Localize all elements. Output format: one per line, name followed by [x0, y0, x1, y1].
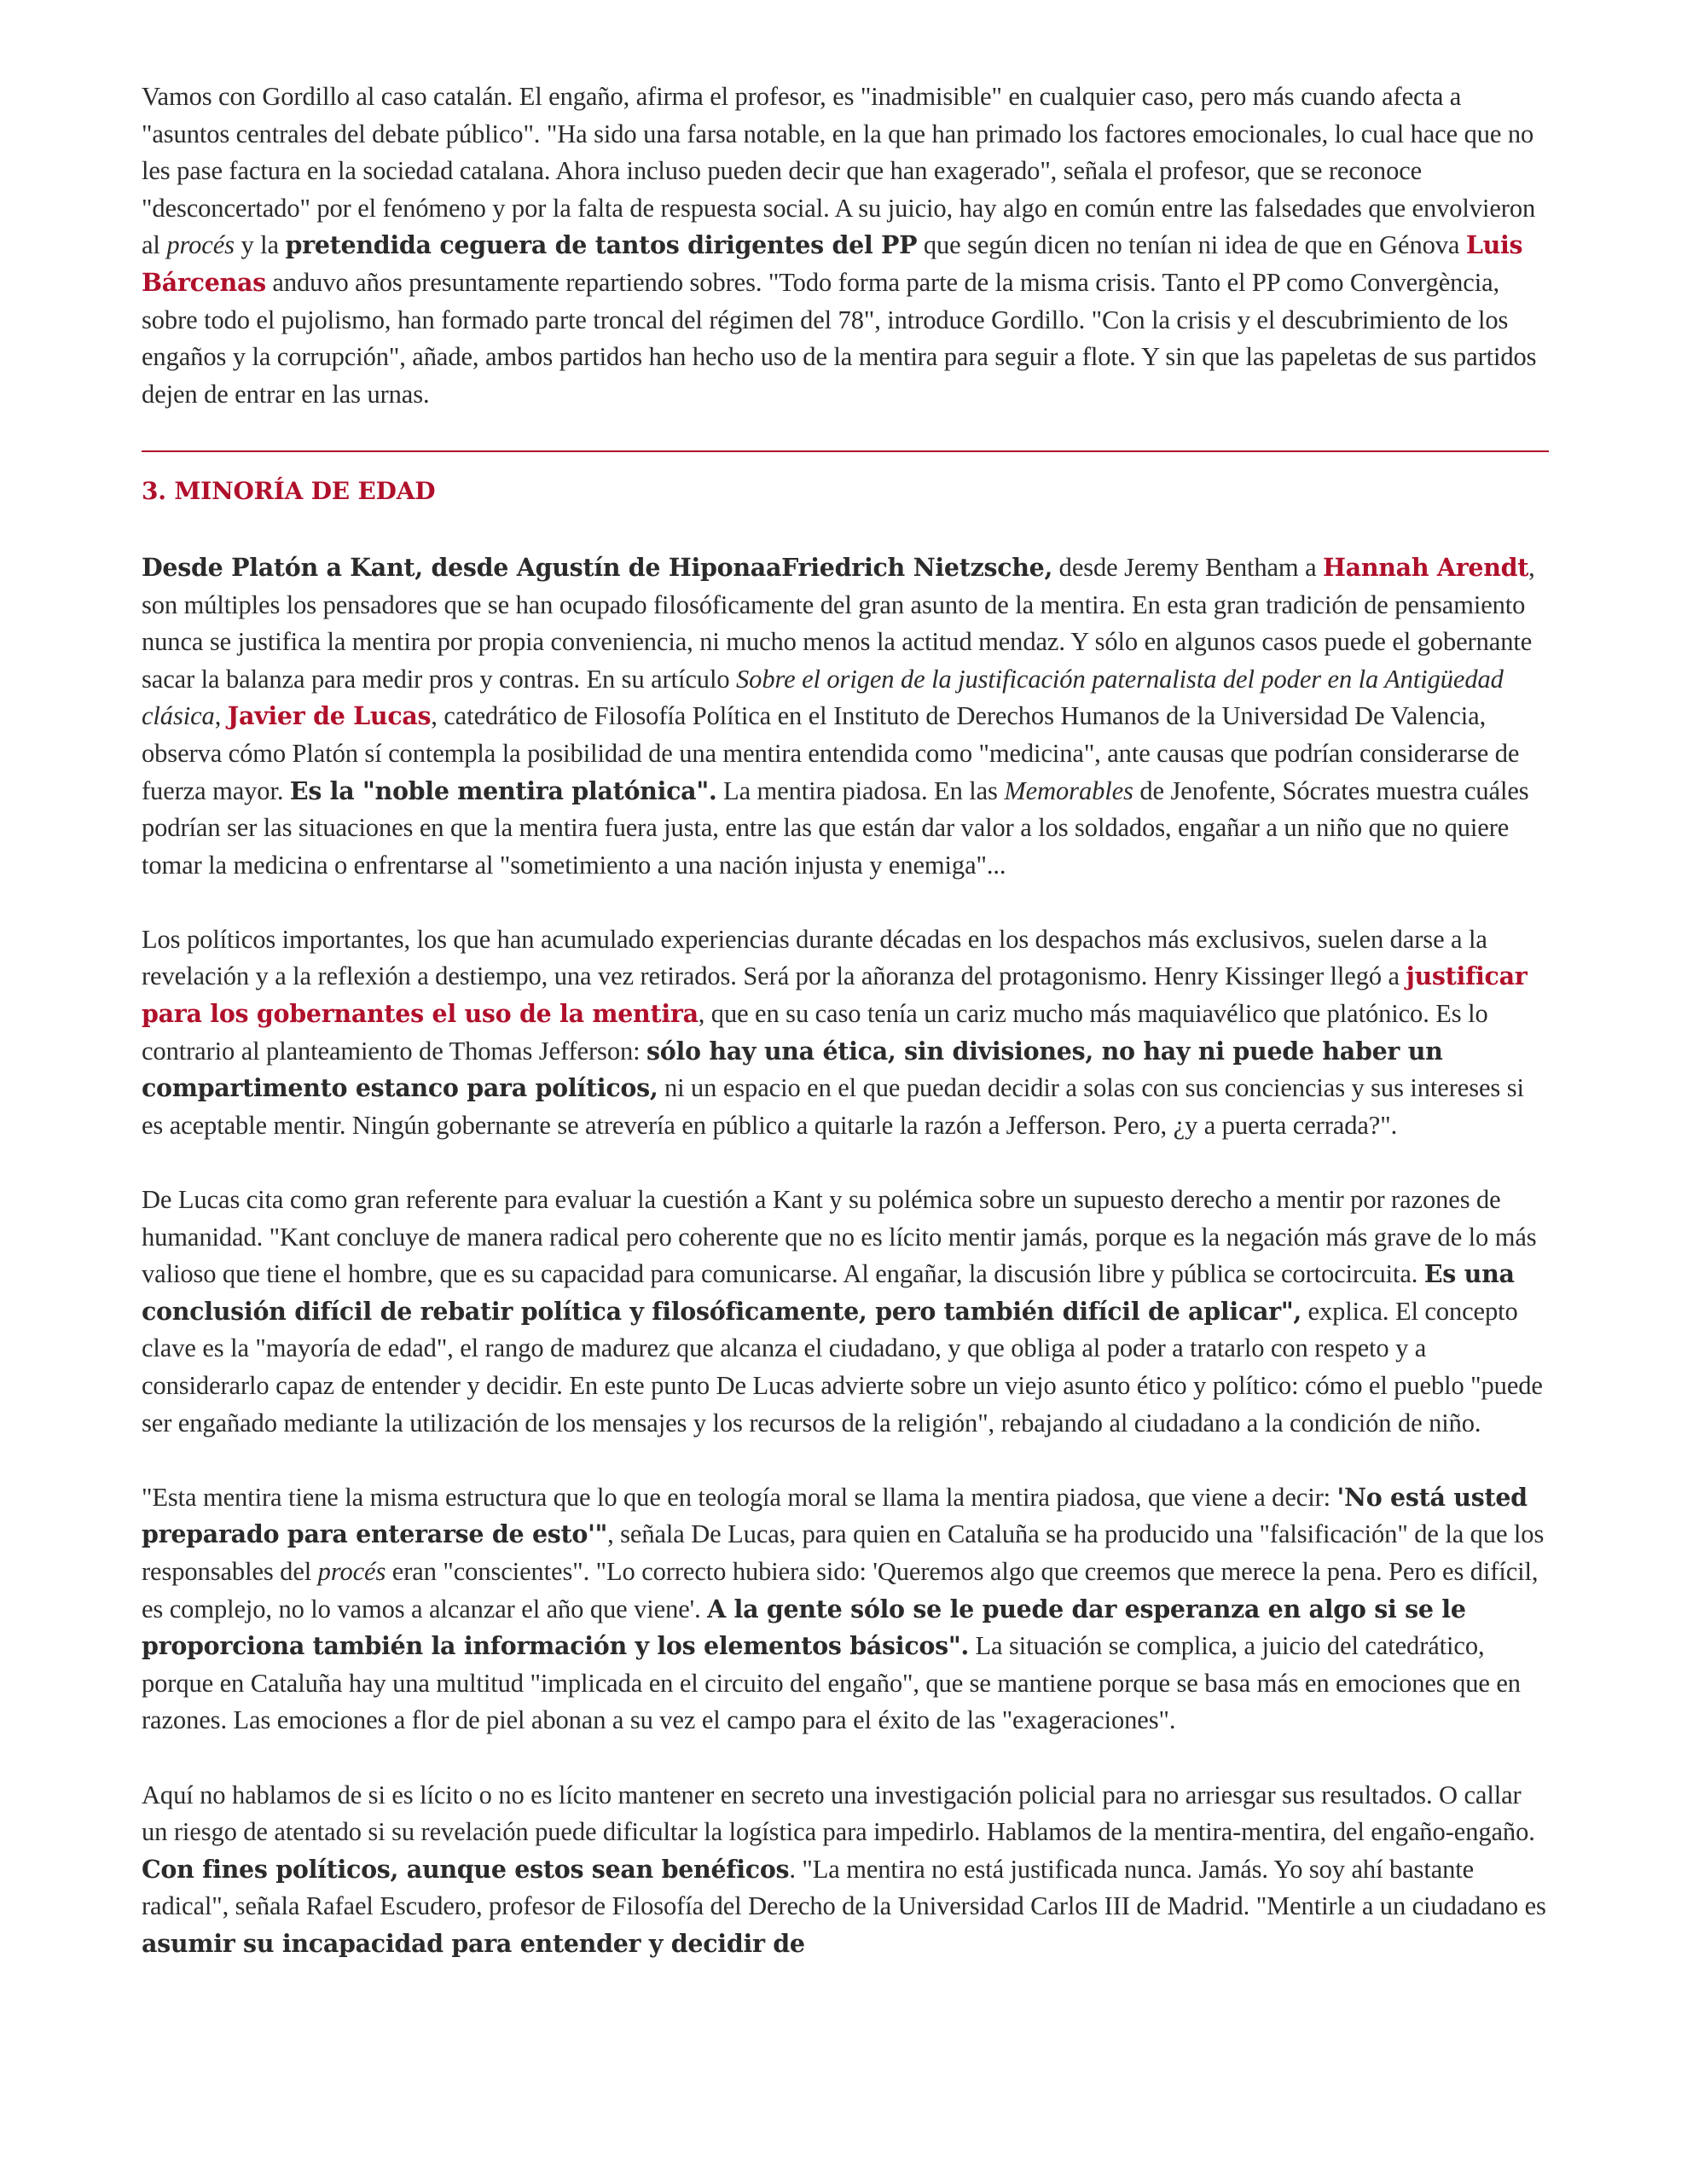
- paragraph-1: [142, 549, 1549, 884]
- body-text: eran "conscientes". "Lo correcto hubiera sido: 'Queremos algo que creemos que merece la pena. Pero es difícil, es complejo, no lo vamos a alcanzar el año que viene'.: [142, 1556, 1539, 1623]
- section-divider: [142, 450, 1549, 452]
- body-text: . "La mentira no está justificada nunca. Jamás. Yo soy ahí bastante radical", señala Rafael Escudero, profesor de Filosofía del Derecho de la Universidad Carlos III de Madrid. "Mentirle a un ciudadano es: [142, 1854, 1546, 1921]
- body-text: Aquí no hablamos de si es lícito o no es lícito mantener en secreto una investigación policial para no arriesgar sus resultados. O callar un riesgo de atentado si su revelación puede dificultar la logística para impedirlo. Hablamos de la mentira-mentira, del engaño-engaño.: [142, 1780, 1535, 1847]
- italic-title: Memorables: [1004, 775, 1133, 805]
- inline-link[interactable]: Javier de Lucas: [227, 701, 432, 731]
- inline-link[interactable]: Hannah Arendt: [1323, 552, 1529, 582]
- italic-title: procés: [166, 230, 235, 260]
- section-heading: 3. MINORÍA DE EDAD: [142, 476, 436, 505]
- italic-title: Sobre el origen de la justificación paternalista del poder en la Antigüedad clásica: [142, 664, 1504, 731]
- body-text: de Jenofente, Sócrates muestra cuáles podrían ser las situaciones en que la mentira fuera justa, entre las que están dar valor a los soldados, engañar a un niño que no quiere tomar la medicina o enfrentarse al "sometimiento a una nación injusta y enemiga"...: [142, 775, 1529, 880]
- paragraph-5: [142, 1777, 1549, 1963]
- body-text: , señala De Lucas, para quien en Cataluña se ha producido una "falsificación" de la que los responsables del: [142, 1519, 1545, 1586]
- body-text: , catedrático de Filosofía Política en el Instituto de Derechos Humanos de la Universidad De Valencia, observa cómo Platón sí contempla la posibilidad de una mentira entendida como "medicina", ante causas que podrían considerarse de fuerza mayor.: [142, 701, 1520, 805]
- body-text: "Esta mentira tiene la misma estructura que lo que en teología moral se llama la mentira piadosa, que viene a decir:: [142, 1482, 1337, 1512]
- bold-emphasis: A la gente sólo se le puede dar esperanza en algo si se le proporciona también la información y los elementos básicos".: [142, 1594, 1466, 1661]
- body-text: De Lucas cita como gran referente para evaluar la cuestión a Kant y su polémica sobre un supuesto derecho a mentir por razones de humanidad. "Kant concluye de manera radical pero coherente que no es lícito mentir jamás, porque es la negación más grave de lo más valioso que tiene el hombre, que es su capacidad para comunicarse. Al engañar, la discusión libre y pública se cortocircuita.: [142, 1185, 1537, 1289]
- bold-emphasis: pretendida ceguera de tantos dirigentes del PP: [285, 230, 918, 260]
- paragraph-4: [142, 1479, 1549, 1740]
- inline-link[interactable]: Luis Bárcenas: [142, 230, 1523, 297]
- bold-emphasis: Desde Platón a Kant, desde Agustín de HiponaaFriedrich Nietzsche,: [142, 552, 1053, 582]
- body-text: , son múltiples los pensadores que se han ocupado filosóficamente del gran asunto de la mentira. En esta gran tradición de pensamiento nunca se justifica la mentira por propia conveniencia, ni mucho menos la actitud mendaz. Y sólo en algunos casos puede el gobernante sacar la balanza para medir pros y contras. En su artículo: [142, 552, 1535, 694]
- article-body: [142, 78, 1549, 2000]
- bold-emphasis: Con fines políticos, aunque estos sean benéficos: [142, 1854, 790, 1884]
- body-text: que según dicen no tenían ni idea de que en Génova: [917, 230, 1466, 260]
- body-text: La situación se complica, a juicio del catedrático, porque en Cataluña hay una multitud "implicada en el circuito del engaño", que se mantiene porque se basa más en emociones que en razones. Las emociones a flor de piel abonan a su vez el campo para el éxito de las "exageraciones".: [142, 1631, 1521, 1735]
- bold-emphasis: asumir su incapacidad para entender y decidir de: [142, 1928, 805, 1958]
- body-text: , que en su caso tenía un cariz mucho más maquiavélico que platónico. Es lo contrario al planteamiento de Thomas Jefferson:: [142, 999, 1488, 1066]
- body-text: ni un espacio en el que puedan decidir a solas con sus conciencias y sus intereses si es aceptable mentir. Ningún gobernante se atrevería en público a quitarle la razón a Jefferson. Pero, ¿y a puerta cerrada?".: [142, 1073, 1524, 1140]
- body-text: La mentira piadosa. En las: [716, 775, 1005, 805]
- paragraph-2: [142, 921, 1549, 1145]
- paragraph-intro: [142, 78, 1549, 413]
- inline-link[interactable]: justificar para los gobernantes el uso de la mentira: [142, 961, 1528, 1029]
- bold-emphasis: Es la "noble mentira platónica".: [289, 775, 717, 805]
- body-text: Vamos con Gordillo al caso catalán. El engaño, afirma el profesor, es "inadmisible" en cualquier caso, pero más cuando afecta a "asuntos centrales del debate público". "Ha sido una farsa notable, en la que han primado los factores emocionales, lo cual hace que no les pase factura en la sociedad catalana. Ahora incluso pueden decir que han exagerado", señala el profesor, que se reconoce "desconcertado" por el fenómeno y por la falta de respuesta social. A su juicio, hay algo en común entre las falsedades que envolvieron al: [142, 82, 1536, 260]
- body-text: ,: [214, 701, 228, 731]
- bold-emphasis: 'No está usted preparado para enterarse de esto'": [142, 1482, 1528, 1549]
- body-text: anduvo años presuntamente repartiendo sobres. "Todo forma parte de la misma crisis. Tanto el PP como Convergència, sobre todo el pujolismo, han formado parte troncal del régimen del 78", introduce Gordillo. "Con la crisis y el descubrimiento de los engaños y la corrupción", añade, ambos partidos han hecho uso de la mentira para seguir a flote. Y sin que las papeletas de sus partidos dejen de entrar en las urnas.: [142, 267, 1537, 409]
- paragraph-3: [142, 1182, 1549, 1442]
- italic-title: procés: [317, 1556, 386, 1586]
- body-text: y la: [234, 230, 286, 260]
- body-text: Los políticos importantes, los que han acumulado experiencias durante décadas en los despachos más exclusivos, suelen darse a la revelación y a la reflexión a destiempo, una vez retirados. Será por la añoranza del protagonismo. Henry Kissinger llegó a: [142, 924, 1487, 991]
- bold-emphasis: Es una conclusión difícil de rebatir política y filosóficamente, pero también difícil de aplicar",: [142, 1259, 1515, 1326]
- body-text: desde Jeremy Bentham a: [1052, 552, 1324, 582]
- body-text: explica. El concepto clave es la "mayoría de edad", el rango de madurez que alcanza el ciudadano, y que obliga al poder a tratarlo con respeto y a considerarlo capaz de entender y decidir. En este punto De Lucas advierte sobre un viejo asunto ético y político: cómo el pueblo "puede ser engañado mediante la utilización de los mensajes y los recursos de la religión", rebajando al ciudadano a la condición de niño.: [142, 1296, 1543, 1438]
- bold-emphasis: sólo hay una ética, sin divisiones, no hay ni puede haber un compartimento estanco para políticos,: [142, 1036, 1443, 1103]
